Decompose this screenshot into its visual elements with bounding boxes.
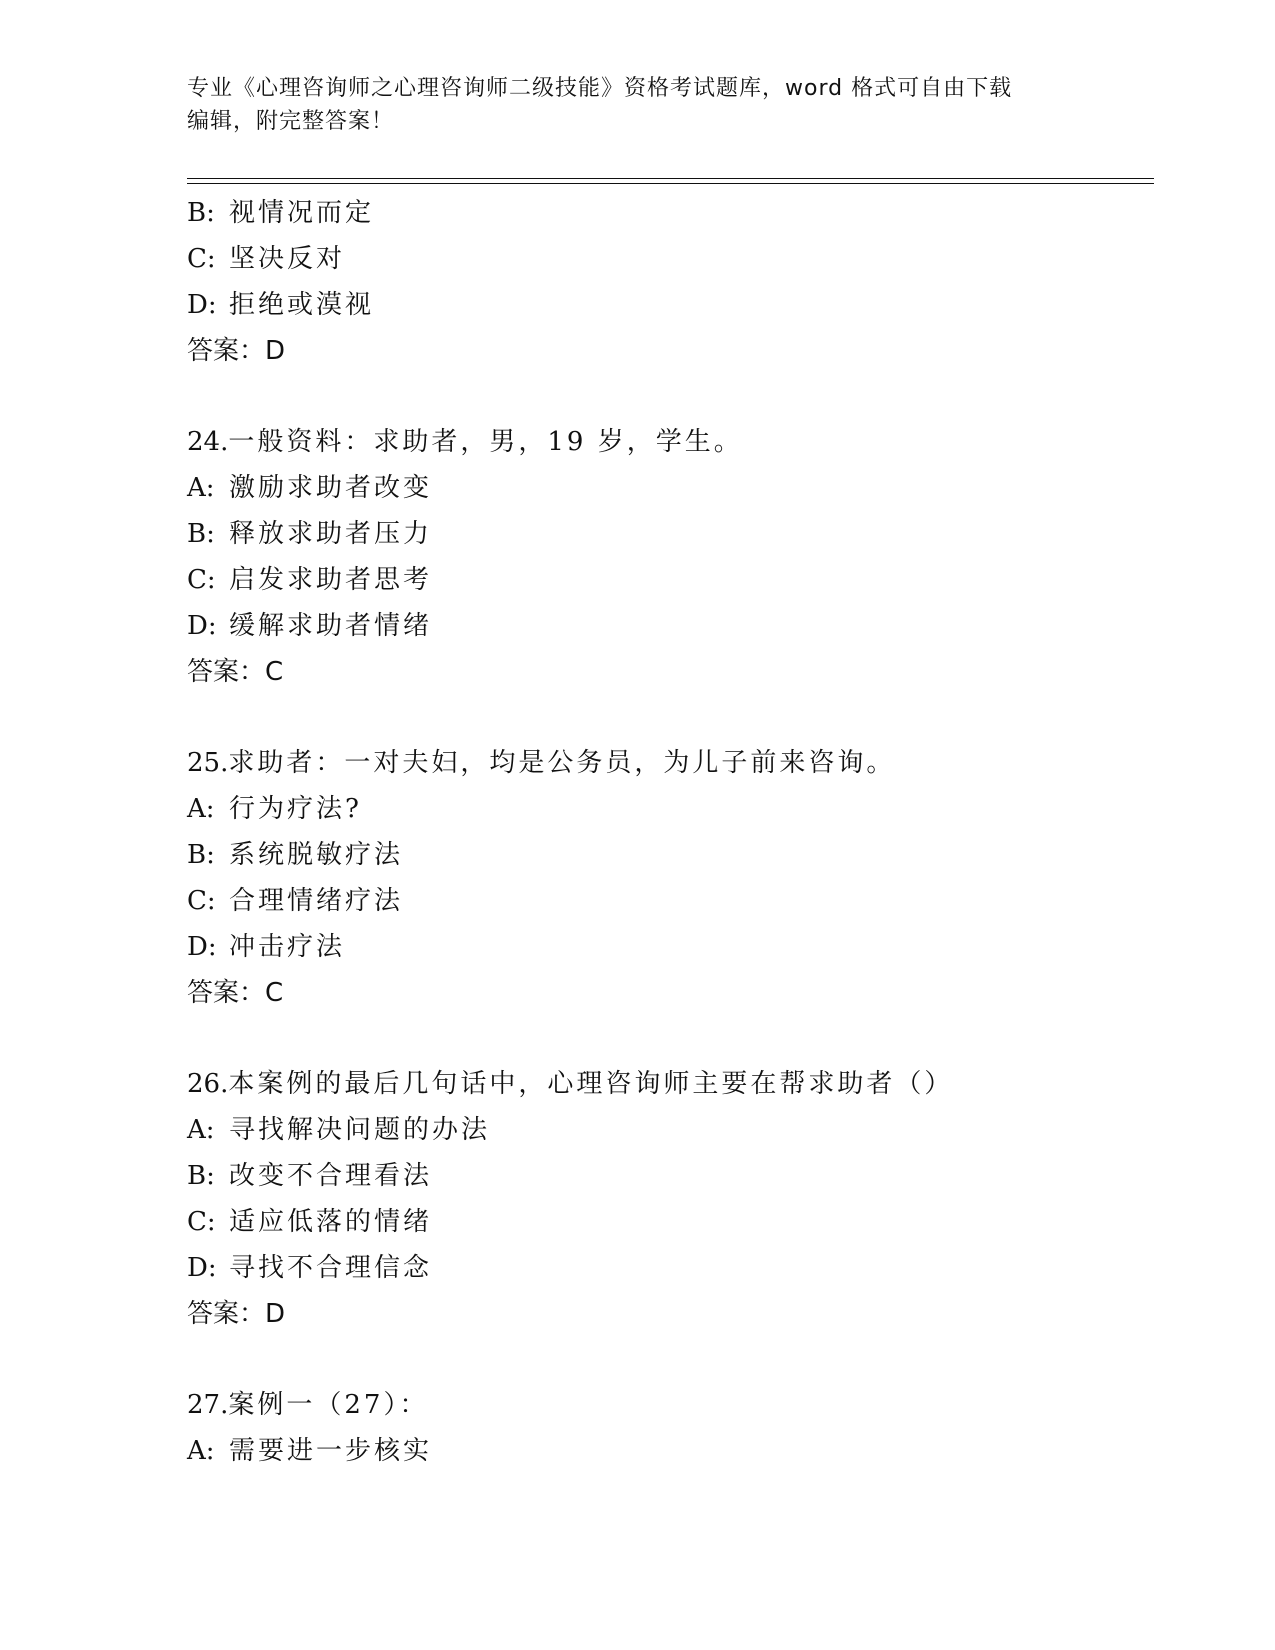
option-key: C: [187,1207,216,1237]
question-stem [187,1382,1147,1428]
option-text: 视情况而定 [229,198,375,228]
option-text: 改变不合理看法 [229,1161,433,1191]
header-rule-bottom [187,183,1154,184]
option-text: 拒绝或漠视 [229,290,375,320]
option-text: 缓解求助者情绪 [229,611,433,641]
document-header [187,72,1087,138]
option-key: D: [187,290,217,320]
header-line-2: 编辑，附完整答案！ [187,109,395,134]
option-d [187,1245,1147,1291]
question-stem [187,740,1147,786]
question-text: 本案例的最后几句话中，心理咨询师主要在帮求助者（） [228,1069,954,1099]
spacer [187,695,1147,740]
option-a [187,1107,1147,1153]
answer-line: 答案：D [187,336,286,366]
option-key: C: [187,565,216,595]
option-text: 合理情绪疗法 [229,886,404,916]
question-stem [187,1061,1147,1107]
question-number: 27. [187,1390,229,1420]
option-key: A: [187,794,215,824]
header-rule-top [187,178,1154,179]
question-stem [187,419,1147,465]
option-key: D: [187,1253,217,1283]
option-key: B: [187,519,215,549]
question-list [187,190,1147,1474]
question-number: 26. [187,1069,229,1099]
header-line-1: 专业《心理咨询师之心理咨询师二级技能》资格考试题库，word 格式可自由下载 [187,76,1013,101]
option-text: 系统脱敏疗法 [229,840,404,870]
option-key: B: [187,198,215,228]
option-a [187,786,1147,832]
question-block-prev [187,190,1147,374]
option-key: A: [187,1115,215,1145]
option-text: 启发求助者思考 [229,565,433,595]
option-key: D: [187,611,217,641]
option-text: 寻找解决问题的办法 [229,1115,491,1145]
question-number: 25. [187,748,229,778]
option-text: 需要进一步核实 [229,1436,433,1466]
option-b [187,190,1147,236]
option-c [187,1199,1147,1245]
option-key: C: [187,886,216,916]
question-number: 24. [187,427,229,457]
option-b [187,511,1147,557]
option-key: D: [187,932,217,962]
option-d [187,924,1147,970]
option-key: A: [187,1436,215,1466]
option-text: 激励求助者改变 [229,473,433,503]
question-text: 案例一（27）： [228,1390,429,1420]
option-b [187,832,1147,878]
question-text: 求助者：一对夫妇，均是公务员，为儿子前来咨询。 [228,748,896,778]
option-key: B: [187,1161,215,1191]
option-text: 适应低落的情绪 [229,1207,433,1237]
spacer [187,1337,1147,1382]
option-text: 寻找不合理信念 [229,1253,433,1283]
answer-line: 答案：D [187,1299,286,1329]
option-a [187,1428,1147,1474]
spacer [187,1016,1147,1061]
option-d [187,603,1147,649]
question-block-26 [187,1061,1147,1337]
answer-line: 答案：C [187,978,284,1008]
option-text: 冲击疗法 [229,932,346,962]
answer-line: 答案：C [187,657,284,687]
option-b [187,1153,1147,1199]
question-text: 一般资料：求助者，男，19 岁，学生。 [228,427,743,457]
option-c [187,878,1147,924]
option-c [187,557,1147,603]
question-block-27 [187,1382,1147,1474]
option-c [187,236,1147,282]
option-key: C: [187,244,216,274]
option-d [187,282,1147,328]
spacer [187,374,1147,419]
option-key: B: [187,840,215,870]
option-text: 坚决反对 [229,244,346,274]
option-a [187,465,1147,511]
option-key: A: [187,473,215,503]
option-text: 行为疗法? [229,794,362,824]
question-block-24 [187,419,1147,695]
question-block-25 [187,740,1147,1016]
option-text: 释放求助者压力 [229,519,433,549]
